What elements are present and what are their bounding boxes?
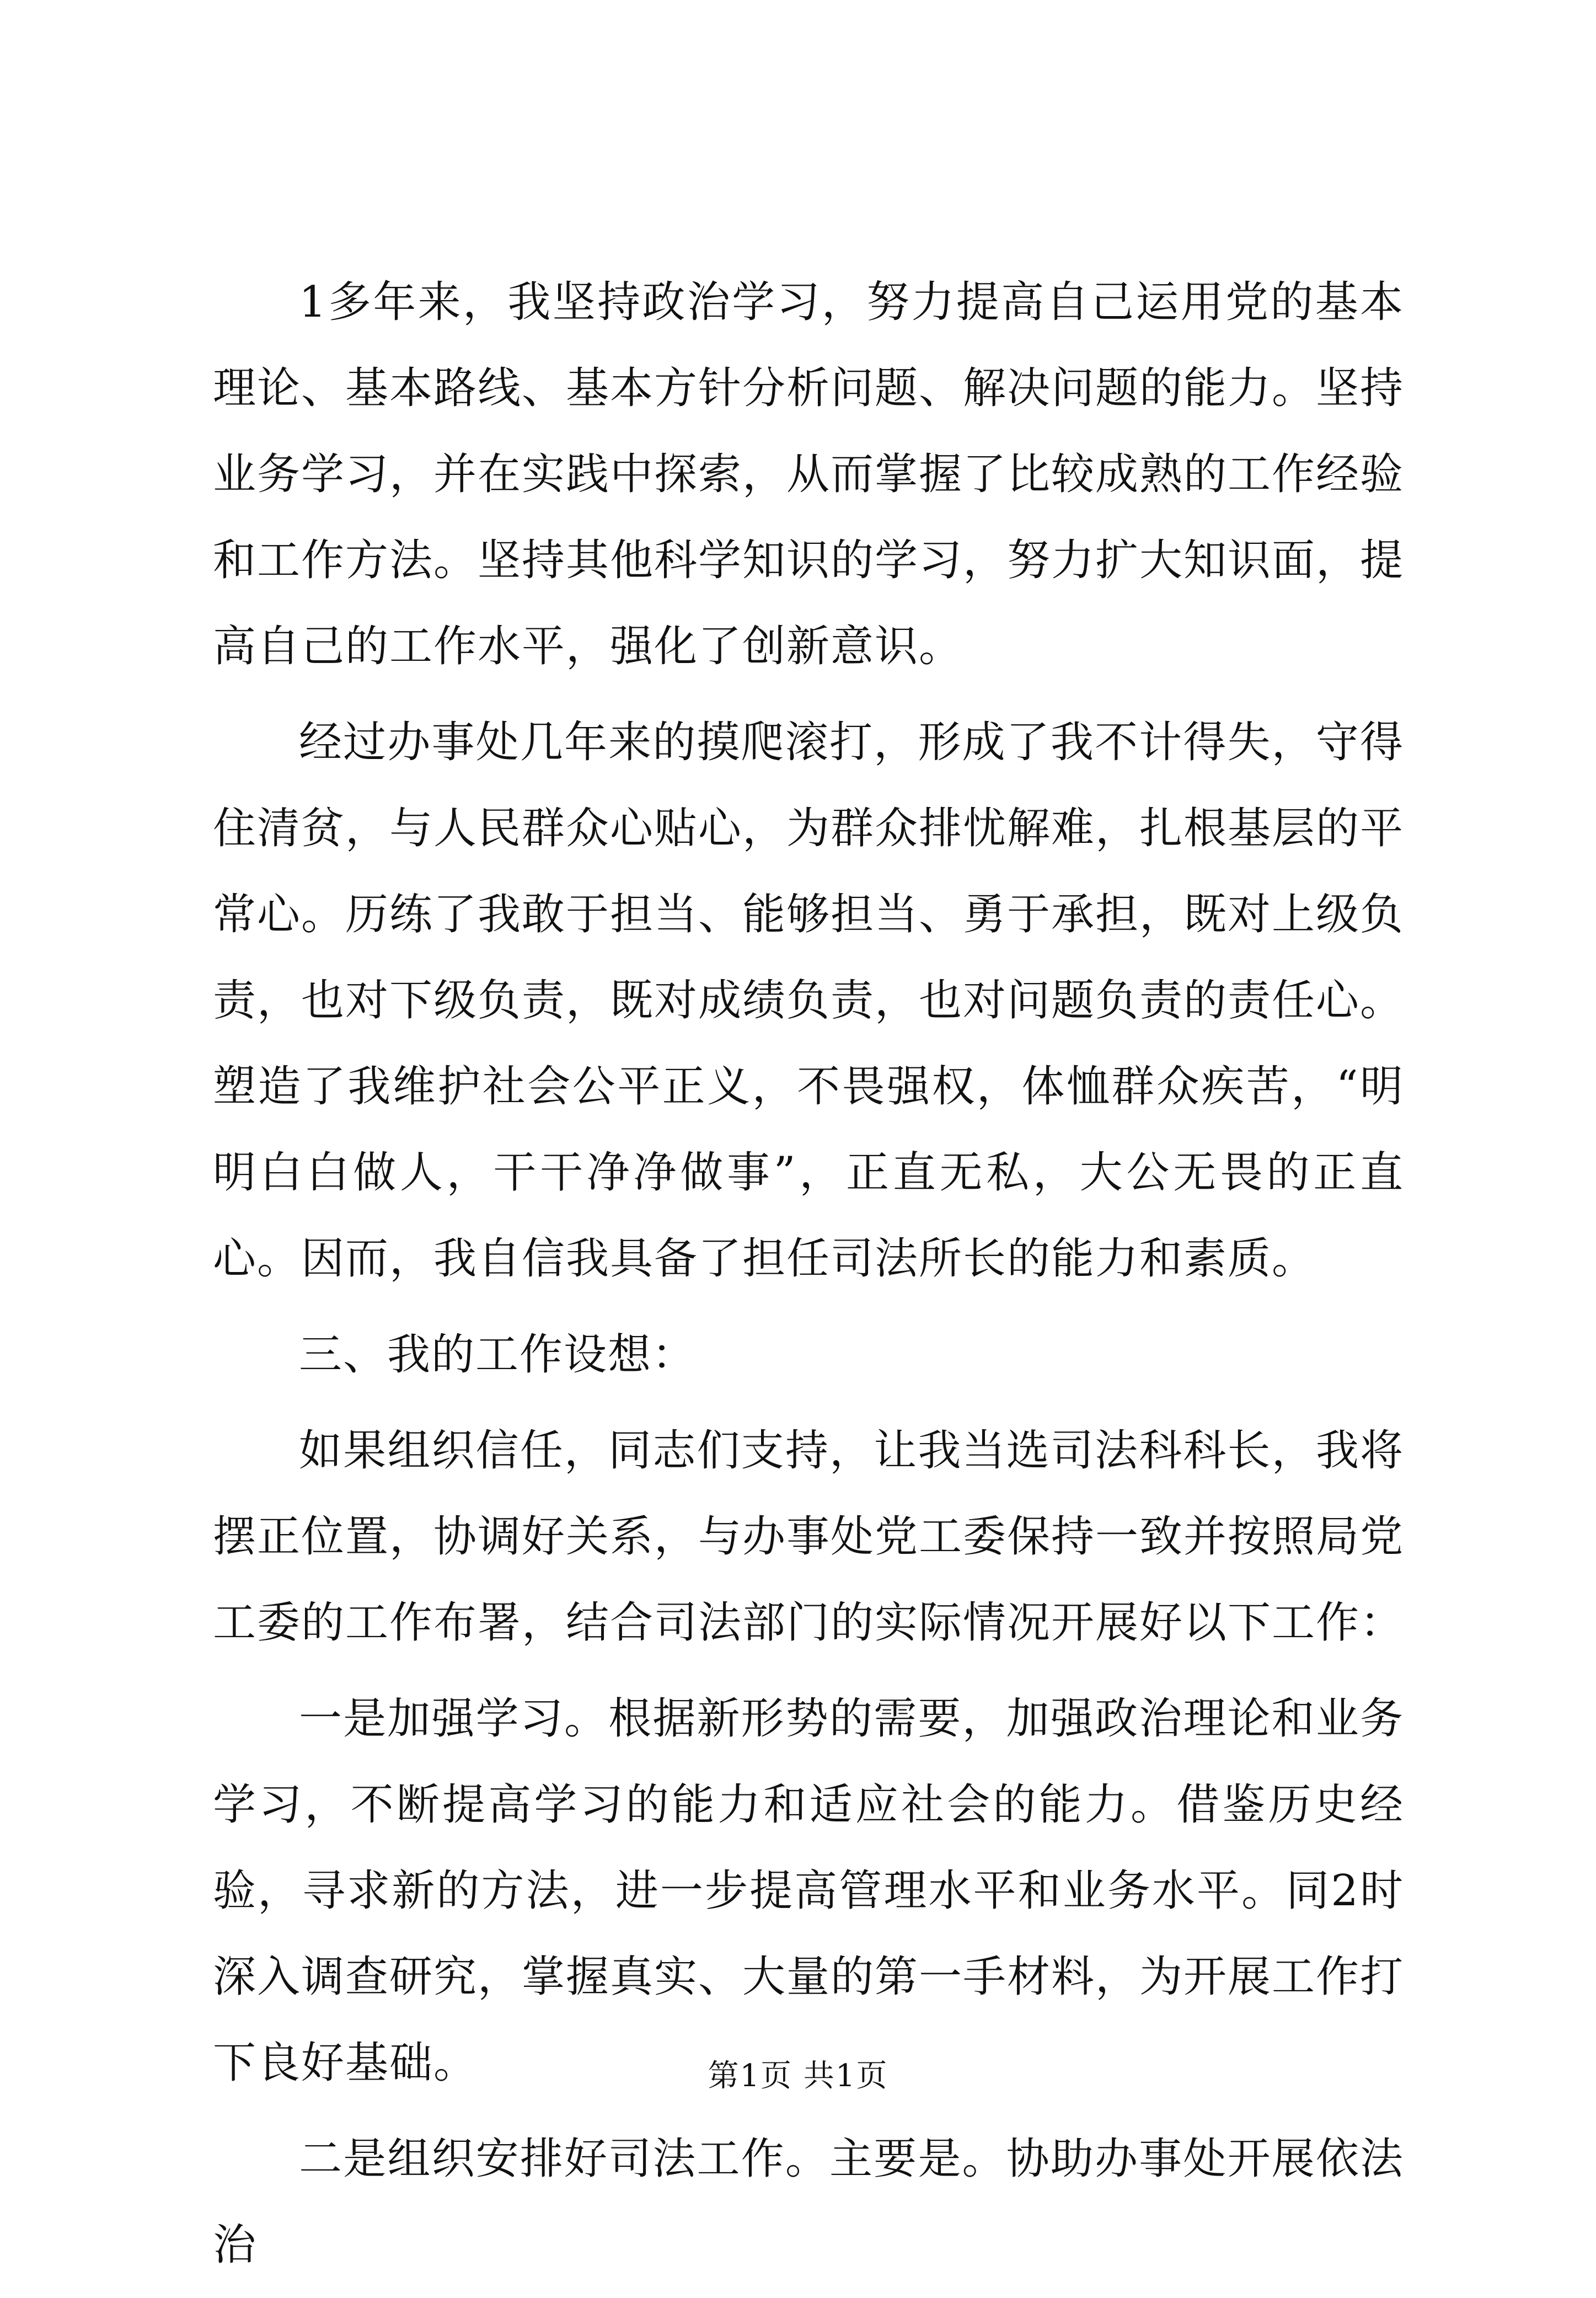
section-heading: 三、我的工作设想： (299, 1330, 697, 1380)
paragraph-3: 如果组织信任，同志们支持，让我当选司法科科长，我将摆正位置，协调好关系，与办事处党工委保持一致并按照局党工委的工作布署，结合司法部门的实际情况开展好以下工作： (213, 1426, 1405, 1648)
page-footer: 第1页 共1页 (708, 2058, 888, 2094)
document-body (213, 259, 1404, 2298)
paragraph-5: 二是组织安排好司法工作。主要是。协助办事处开展依法治 (213, 2134, 1404, 2270)
paragraph-1: 1多年来，我坚持政治学习，努力提高自己运用党的基本理论、基本路线、基本方针分析问题、解决问题的能力。坚持业务学习，并在实践中探索，从而掌握了比较成熟的工作经验和工作方法。坚持其他科学知识的学习，努力扩大知识面，提高自己的工作水平，强化了创新意识。 (213, 277, 1405, 671)
paragraph-4: 一是加强学习。根据新形势的需要，加强政治理论和业务学习，不断提高学习的能力和适应社会的能力。借鉴历史经验，寻求新的方法，进一步提高管理水平和业务水平。同2时深入调查研究，掌握真实、大量的第一手材料，为开展工作打下良好基础。 (213, 1694, 1405, 2088)
paragraph-2: 经过办事处几年来的摸爬滚打，形成了我不计得失，守得住清贫，与人民群众心贴心，为群众排忧解难，扎根基层的平常心。历练了我敢于担当、能够担当、勇于承担，既对上级负责，也对下级负责，既对成绩负责，也对问题负责的责任心。塑造了我维护社会公平正义，不畏强权，体恤群众疾苦，“明明白白做人，干干净净做事”，正直无私，大公无畏的正直心。因而，我自信我具备了担任司法所长的能力和素质。 (213, 718, 1405, 1284)
